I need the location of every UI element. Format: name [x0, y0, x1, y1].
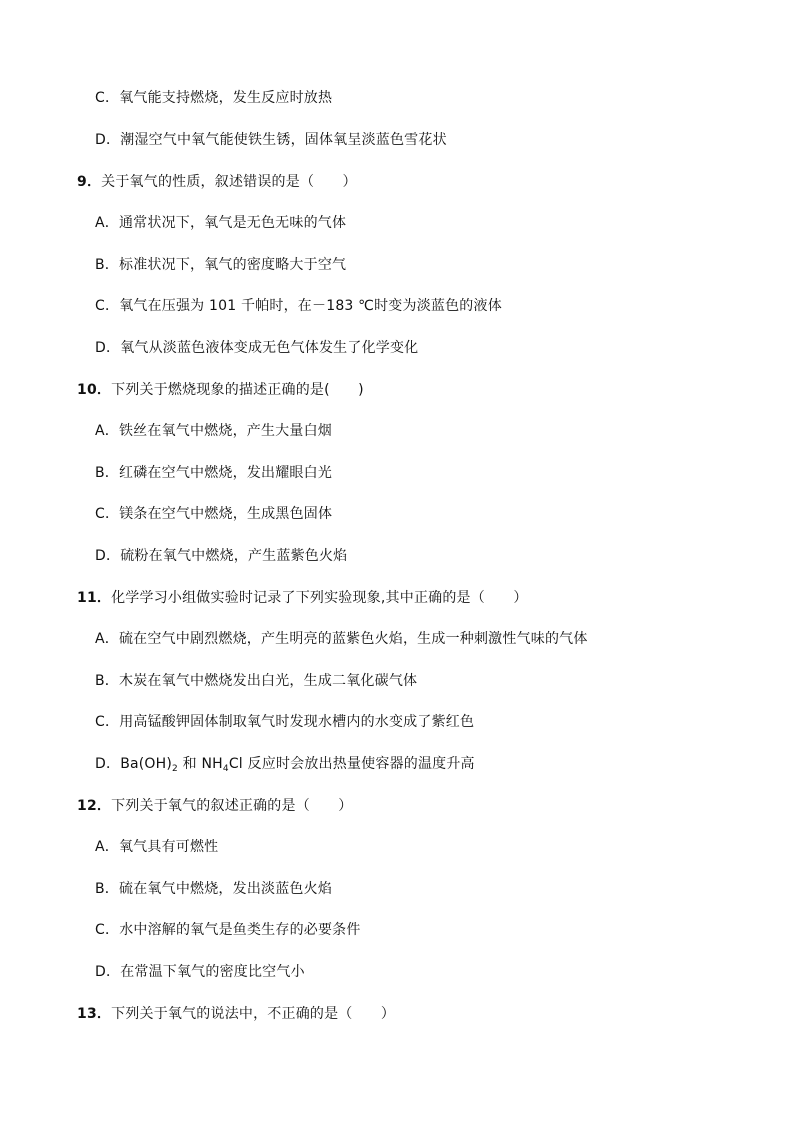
- option-label: A．: [95, 423, 119, 439]
- option-label: C．: [95, 90, 120, 106]
- question-12-stem: [77, 796, 353, 816]
- question-11-stem: [77, 588, 528, 608]
- subscript: 4: [222, 764, 229, 774]
- option-label: C．: [95, 922, 120, 938]
- question-9-stem: [77, 172, 357, 192]
- option-text: 用高锰酸钾固体制取氧气时发现水槽内的水变成了紫红色: [119, 714, 475, 730]
- option-10a: [95, 421, 332, 441]
- option-text: 通常状况下，氧气是无色无味的气体: [118, 215, 347, 231]
- option-text: 硫在空气中剧烈燃烧，产生明亮的蓝紫色火焰，生成一种刺激性气味的气体: [118, 631, 588, 647]
- option-text: 红磷在空气中燃烧，发出耀眼白光: [119, 465, 333, 481]
- question-stem: 下列关于氧气的叙述正确的是（ ）: [111, 798, 353, 814]
- option-label: B．: [95, 257, 120, 273]
- option-label: C．: [95, 506, 120, 522]
- option-label: C．: [95, 714, 120, 730]
- option-text: 硫在氧气中燃烧，发出淡蓝色火焰: [119, 881, 333, 897]
- question-number: 12．: [77, 798, 112, 814]
- option-label: D．: [95, 340, 121, 356]
- option-12a: [95, 837, 218, 857]
- option-8c: [95, 88, 332, 108]
- option-label: B．: [95, 465, 120, 481]
- question-number: 10．: [77, 382, 112, 398]
- subscript: 2: [172, 764, 178, 774]
- option-11a: [95, 629, 588, 649]
- option-9b: [95, 255, 346, 275]
- option-10b: [95, 463, 332, 483]
- option-label: D．: [95, 548, 121, 564]
- option-10c: [95, 504, 332, 524]
- question-stem: 下列关于氧气的说法中，不正确的是（ ）: [111, 1006, 396, 1022]
- option-text: 氧气从淡蓝色液体变成无色气体发生了化学变化: [120, 340, 419, 356]
- option-text: 在常温下氧气的密度比空气小: [120, 964, 305, 980]
- option-label: A．: [95, 631, 119, 647]
- option-9c: [95, 296, 502, 316]
- option-text: Cl 反应时会放出热量使容器的温度升高: [228, 756, 475, 772]
- option-text: 铁丝在氧气中燃烧，产生大量白烟: [118, 423, 332, 439]
- chemical-formula: 和 NH: [177, 756, 223, 772]
- option-8d: [95, 130, 447, 150]
- option-11b: [95, 671, 417, 691]
- option-11d: [95, 754, 475, 774]
- option-text: 镁条在空气中燃烧，生成黑色固体: [119, 506, 333, 522]
- option-text: 水中溶解的氧气是鱼类生存的必要条件: [119, 922, 361, 938]
- question-13-stem: [77, 1004, 395, 1024]
- option-text: 硫粉在氧气中燃烧，产生蓝紫色火焰: [120, 548, 348, 564]
- question-number: 13．: [77, 1006, 112, 1022]
- option-text: 潮湿空气中氧气能使铁生锈，固体氧呈淡蓝色雪花状: [120, 132, 447, 148]
- option-text: 氧气具有可燃性: [118, 839, 219, 855]
- option-text: 标准状况下，氧气的密度略大于空气: [119, 257, 347, 273]
- option-label: D．: [95, 756, 121, 772]
- question-stem: 化学学习小组做实验时记录了下列实验现象,其中正确的是（ ）: [111, 590, 528, 606]
- option-text: 氧气在压强为 101 千帕时，在－183 ℃时变为淡蓝色的液体: [119, 298, 502, 314]
- option-12b: [95, 879, 332, 899]
- question-stem: 关于氧气的性质，叙述错误的是（ ）: [101, 174, 357, 190]
- option-label: D．: [95, 132, 121, 148]
- option-12c: [95, 920, 361, 940]
- option-text: 氧气能支持燃烧，发生反应时放热: [119, 90, 333, 106]
- question-stem: 下列关于燃烧现象的描述正确的是( ): [111, 382, 364, 398]
- option-label: B．: [95, 673, 120, 689]
- option-text: 木炭在氧气中燃烧发出白光，生成二氧化碳气体: [119, 673, 418, 689]
- option-12d: [95, 962, 305, 982]
- option-label: B．: [95, 881, 120, 897]
- option-label: A．: [95, 215, 119, 231]
- option-9d: [95, 338, 418, 358]
- option-11c: [95, 712, 474, 732]
- option-label: D．: [95, 964, 121, 980]
- chemical-formula: Ba(OH): [120, 756, 173, 772]
- option-10d: [95, 546, 347, 566]
- option-label: A．: [95, 839, 119, 855]
- question-number: 11．: [77, 590, 112, 606]
- question-10-stem: [77, 380, 364, 400]
- option-label: C．: [95, 298, 120, 314]
- option-9a: [95, 213, 346, 233]
- question-number: 9．: [77, 174, 102, 190]
